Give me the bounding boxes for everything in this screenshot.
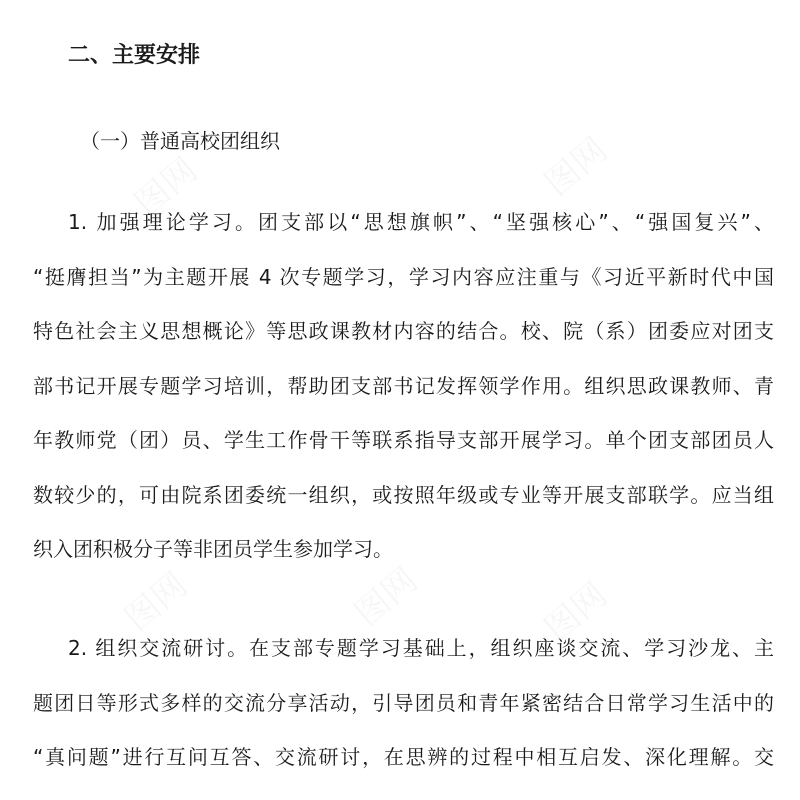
paragraph-1-line: 部书记开展专题学习培训，帮助团支部书记发挥领学作用。组织思政课教师、青 [33, 374, 774, 398]
paragraph-2-line: 题团日等形式多样的交流分享活动，引导团员和青年紧密结合日常学习生活中的 [33, 691, 774, 715]
paragraph-2-line: 2. 组织交流研讨。在支部专题学习基础上，组织座谈交流、学习沙龙、主 [68, 636, 774, 660]
paragraph-1-line: 年教师党（团）员、学生工作骨干等联系指导支部开展学习。单个团支部团员人 [33, 428, 774, 452]
paragraph-1-line: 1. 加强理论学习。团支部以“思想旗帜”、“坚强核心”、“强国复兴”、 [68, 210, 774, 234]
watermark [532, 124, 616, 205]
section-heading: 二、主要安排 [68, 43, 201, 68]
subsection-heading: （一）普通高校团组织 [80, 129, 280, 153]
paragraph-1-line: 特色社会主义思想概论》等思政课教材内容的结合。校、院（系）团委应对团支 [33, 319, 774, 343]
paragraph-1-line: 数较少的，可由院系团委统一组织，或按照年级或专业等开展支部联学。应当组 [33, 483, 774, 507]
paragraph-1-line: 织入团积极分子等非团员学生参加学习。 [33, 537, 393, 561]
paragraph-1-line: “挺膺担当”为主题开展 4 次专题学习，学习内容应注重与《习近平新时代中国 [33, 265, 774, 289]
paragraph-2-line: “真问题”进行互问互答、交流研讨，在思辨的过程中相互启发、深化理解。交 [33, 745, 774, 769]
